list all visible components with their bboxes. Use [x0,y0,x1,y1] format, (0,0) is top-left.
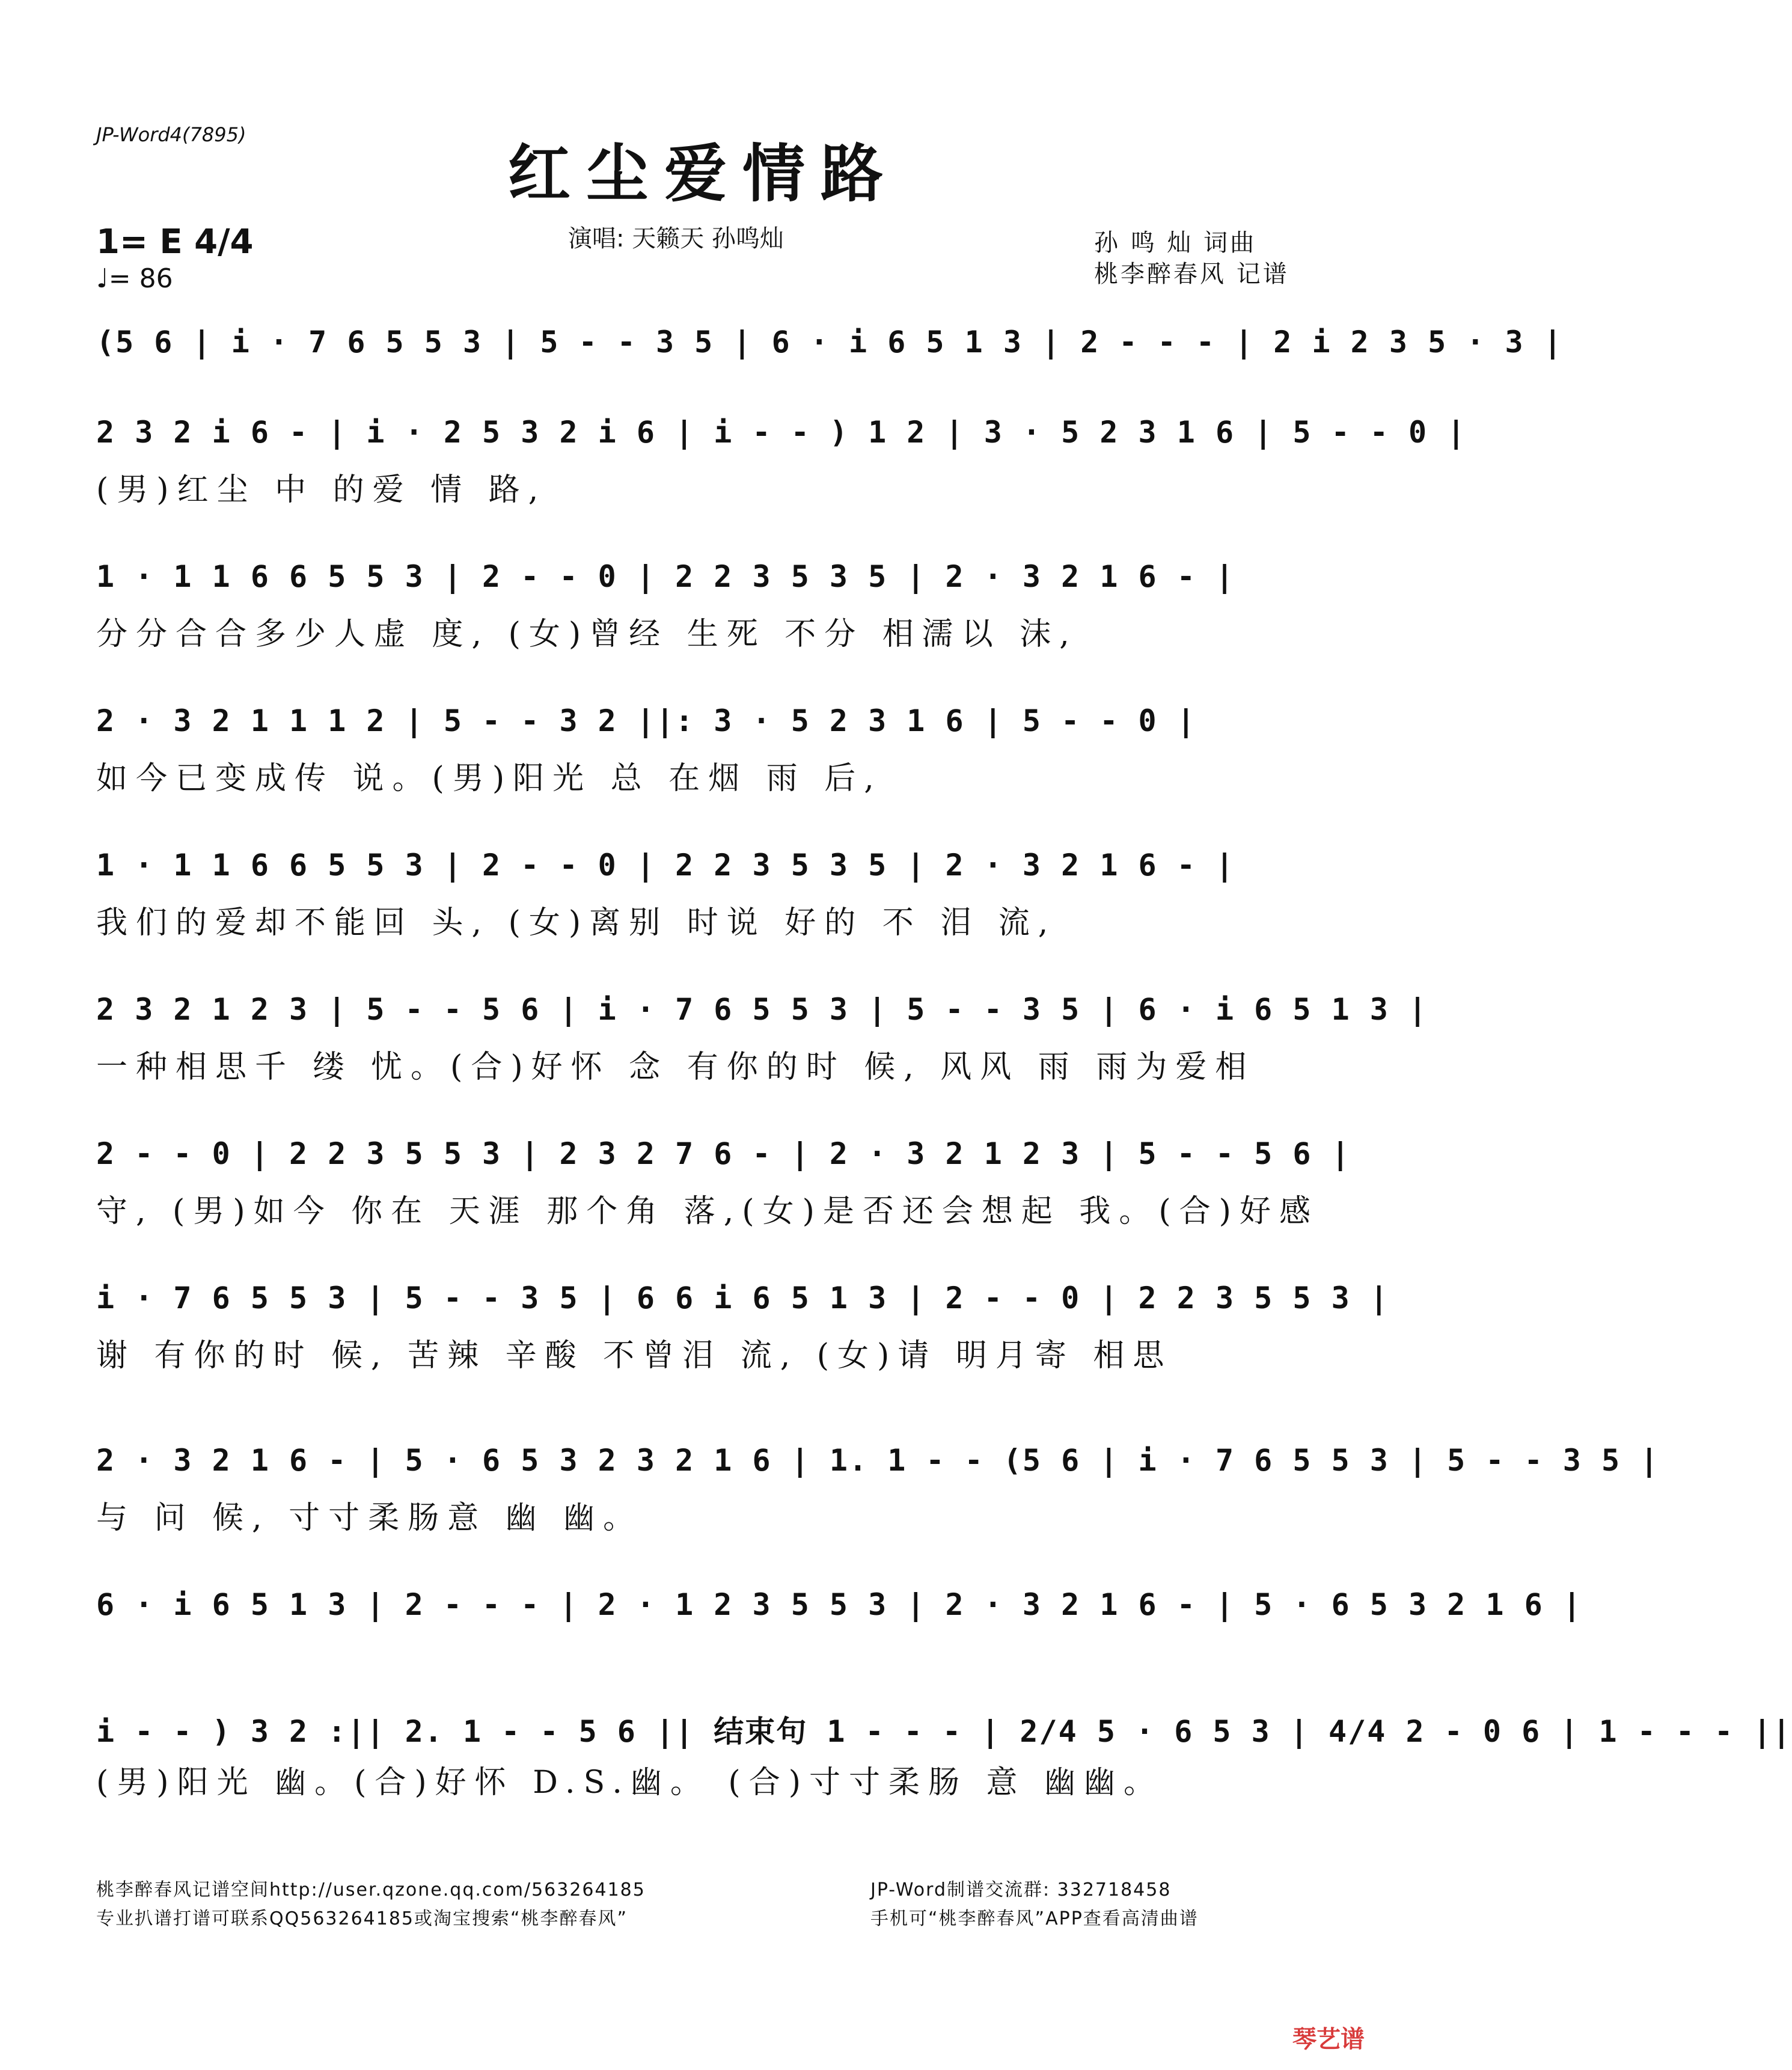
notation-row-6: 2 3 2 1 2 3 | 5 - - 5 6 | i · 7 6 5 5 3 | 5 - - 3 5 | 6 · i 6 5 1 3 | [96,992,1428,1027]
page-title: 红尘爱情路 [507,136,899,210]
notation-row-10: 6 · i 6 5 1 3 | 2 - - - | 2 · 1 2 3 5 5 3 | 2 · 3 2 1 6 - | 5 · 6 5 3 2 1 6 | [96,1587,1582,1622]
composer-credit: 孙 鸣 灿 词曲 [1094,229,1257,257]
lyric-row-4: 如今已变成传 说。(男)阳光 总 在烟 雨 后, [96,761,882,797]
footer-contact: 专业扒谱打谱可联系QQ563264185或淘宝搜索“桃李醉春风” [96,1908,628,1929]
notation-row-9: 2 · 3 2 1 6 - | 5 · 6 5 3 2 3 2 1 6 | 1. 1 - - (5 6 | i · 7 6 5 5 3 | 5 - - 3 5 | [96,1443,1660,1478]
software-label: JP-Word4(7895) [96,123,246,146]
transcriber-credit: 桃李醉春风 记谱 [1094,260,1289,288]
lyric-row-3: 分分合合多少人虚 度, (女)曾经 生死 不分 相濡以 沫, [96,616,1078,652]
notation-row-1: (5 6 | i · 7 6 5 5 3 | 5 - - 3 5 | 6 · i 6 5 1 3 | 2 - - - | 2 i 2 3 5 · 3 | [96,325,1563,360]
lyric-row-6: 一种相思千 缕 忧。(合)好怀 念 有你的时 候, 风风 雨 雨为爱相 [96,1049,1255,1085]
notation-row-2: 2 3 2 i 6 - | i · 2 5 3 2 i 6 | i - - ) 1 2 | 3 · 5 2 3 1 6 | 5 - - 0 | [96,415,1467,450]
footer-website: 桃李醉春风记谱空间http://user.qzone.qq.com/563264185 [96,1879,646,1900]
lyric-row-5: 我们的爱却不能回 头, (女)离别 时说 好的 不 泪 流, [96,905,1057,941]
notation-row-7: 2 - - 0 | 2 2 3 5 5 3 | 2 3 2 7 6 - | 2 · 3 2 1 2 3 | 5 - - 5 6 | [96,1136,1351,1171]
key-signature: 1= E 4/4 [96,222,254,262]
notation-row-8: i · 7 6 5 5 3 | 5 - - 3 5 | 6 6 i 6 5 1 3 | 2 - - 0 | 2 2 3 5 5 3 | [96,1281,1389,1315]
notation-row-4: 2 · 3 2 1 1 1 2 | 5 - - 3 2 ||: 3 · 5 2 3 1 6 | 5 - - 0 | [96,703,1196,738]
lyric-row-9: 与 问 候, 寸寸柔肠意 幽 幽。 [96,1500,643,1536]
notation-row-3: 1 · 1 1 6 6 5 5 3 | 2 - - 0 | 2 2 3 5 3 5 | 2 · 3 2 1 6 - | [96,559,1235,594]
footer-app: 手机可“桃李醉春风”APP查看高清曲谱 [870,1908,1199,1929]
singer-credit: 演唱: 天籁天 孙鸣灿 [568,225,784,253]
footer-group: JP-Word制谱交流群: 332718458 [870,1879,1172,1900]
tempo-marking: ♩= 86 [96,263,173,294]
lyric-row-8: 谢 有你的时 候, 苦辣 辛酸 不曾泪 流, (女)请 明月寄 相思 [96,1338,1173,1374]
lyric-row-11: (男)阳光 幽。(合)好怀 D.S.幽。 (合)寸寸柔肠 意 幽幽。 [96,1765,1164,1801]
notation-row-11: i - - ) 3 2 :|| 2. 1 - - 5 6 || 结束句 1 - - - | 2/4 5 · 6 5 3 | 4/4 2 - 0 6 | 1 - - - || [96,1714,1792,1749]
lyric-row-7: 守, (男)如今 你在 天涯 那个角 落,(女)是否还会想起 我。(合)好感 [96,1193,1319,1229]
lyric-row-2: (男)红尘 中 的爱 情 路, [96,472,547,508]
brand-logo: 琴艺谱 [1292,2026,1365,2053]
notation-row-5: 1 · 1 1 6 6 5 5 3 | 2 - - 0 | 2 2 3 5 3 5 | 2 · 3 2 1 6 - | [96,848,1235,883]
